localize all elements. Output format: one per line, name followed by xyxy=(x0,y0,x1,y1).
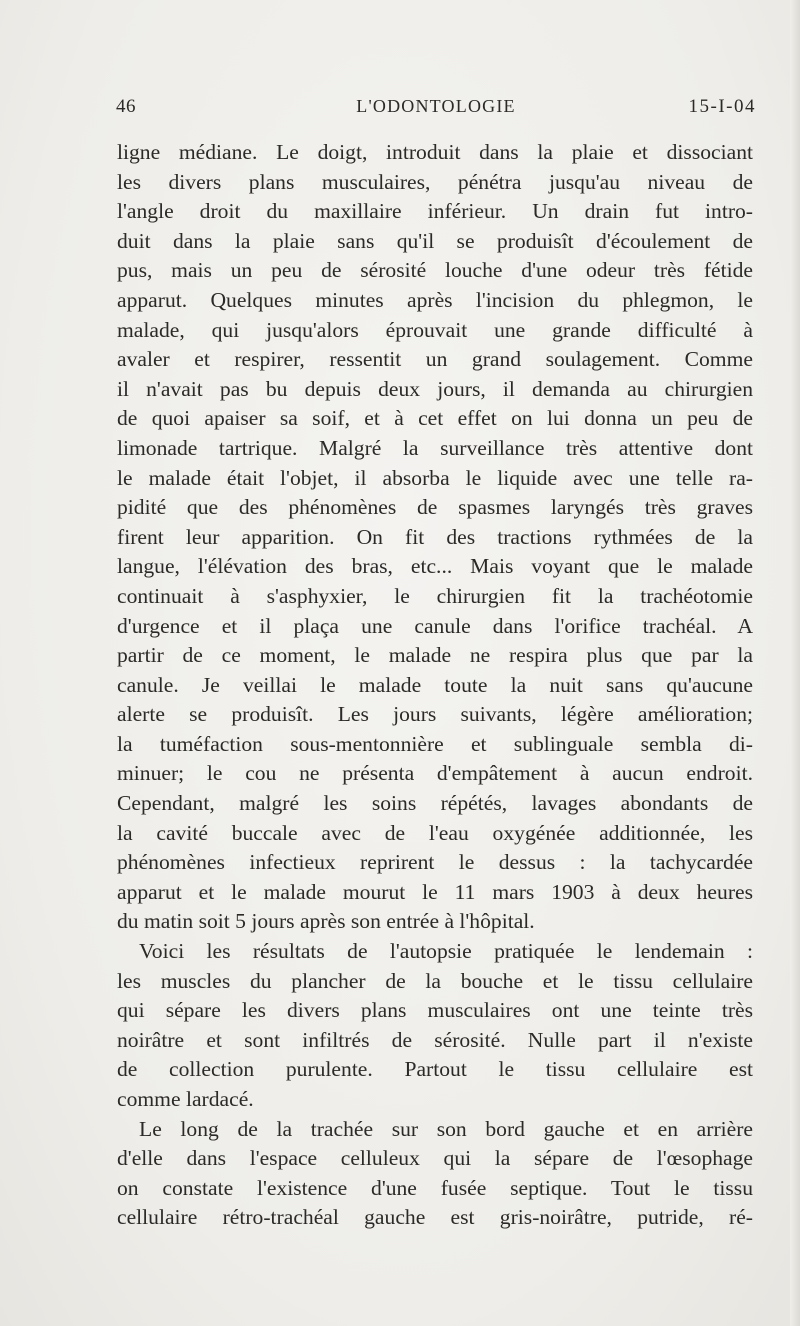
text-line: malade, qui jusqu'alors éprouvait une grande difficulté à xyxy=(117,317,753,342)
text-line: qui sépare les divers plans musculaires ont une teinte très xyxy=(117,998,753,1023)
text-line: partir de ce moment, le malade ne respira plus que par la xyxy=(117,643,753,668)
text-line: alerte se produisît. Les jours suivants, légère amélioration; xyxy=(117,702,753,727)
text-line: pus, mais un peu de sérosité louche d'une odeur très fétide xyxy=(117,258,753,283)
text-line: de collection purulente. Partout le tissu cellulaire est xyxy=(117,1057,753,1082)
text-line: noirâtre et sont infiltrés de sérosité. Nulle part il n'existe xyxy=(117,1027,753,1052)
text-line: cellulaire rétro-trachéal gauche est gris-noirâtre, putride, ré- xyxy=(117,1205,753,1230)
text-line: minuer; le cou ne présenta d'empâtement à aucun endroit. xyxy=(117,761,753,786)
text-line: de quoi apaiser sa soif, et à cet effet on lui donna un peu de xyxy=(117,406,753,431)
text-line: les divers plans musculaires, pénétra jusqu'au niveau de xyxy=(117,169,753,194)
text-line: d'elle dans l'espace celluleux qui la sépare de l'œsophage xyxy=(117,1146,753,1171)
text-line: ligne médiane. Le doigt, introduit dans la plaie et dissociant xyxy=(117,140,753,164)
text-line: Voici les résultats de l'autopsie pratiquée le lendemain : xyxy=(139,939,753,964)
text-line: on constate l'existence d'une fusée septique. Tout le tissu xyxy=(117,1175,753,1200)
page-number: 46 xyxy=(116,96,136,117)
text-line: avaler et respirer, ressentit un grand soulagement. Comme xyxy=(117,347,753,372)
text-line: Cependant, malgré les soins répétés, lavages abondants de xyxy=(117,791,753,816)
text-line: duit dans la plaie sans qu'il se produisît d'écoulement de xyxy=(117,228,753,253)
text-line: du matin soit 5 jours après son entrée à l'hôpital. xyxy=(117,909,535,934)
text-line: les muscles du plancher de la bouche et le tissu cellulaire xyxy=(117,968,753,993)
text-line: d'urgence et il plaça une canule dans l'orifice trachéal. A xyxy=(117,613,753,638)
text-line: canule. Je veillai le malade toute la nuit sans qu'aucune xyxy=(117,672,753,697)
text-line: comme lardacé. xyxy=(117,1087,254,1111)
text-line: il n'avait pas bu depuis deux jours, il demanda au chirurgien xyxy=(117,376,753,401)
text-line: pidité que des phénomènes de spasmes laryngés très graves xyxy=(117,495,753,520)
text-line: apparut. Quelques minutes après l'incision du phlegmon, le xyxy=(117,287,753,312)
text-line: Le long de la trachée sur son bord gauche et en arrière xyxy=(139,1116,753,1141)
text-line: phénomènes infectieux reprirent le dessus : la tachycardée xyxy=(117,850,753,875)
text-line: langue, l'élévation des bras, etc... Mais voyant que le malade xyxy=(117,554,753,579)
journal-title: L'ODONTOLOGIE xyxy=(356,96,516,116)
text-line: le malade était l'objet, il absorba le liquide avec une telle ra- xyxy=(117,465,753,490)
issue-date: 15-I-04 xyxy=(688,96,756,117)
running-header xyxy=(116,96,756,126)
text-line: la tuméfaction sous-mentonnière et sublinguale sembla di- xyxy=(117,731,753,756)
text-line: l'angle droit du maxillaire inférieur. Un drain fut intro- xyxy=(117,199,753,224)
text-line: continuait à s'asphyxier, le chirurgien fit la trachéotomie xyxy=(117,583,753,608)
text-line: apparut et le malade mourut le 11 mars 1903 à deux heures xyxy=(117,879,753,904)
body-text xyxy=(117,138,753,1233)
text-line: la cavité buccale avec de l'eau oxygénée additionnée, les xyxy=(117,820,753,845)
text-line: firent leur apparition. On fit des tractions rythmées de la xyxy=(117,524,753,549)
text-line: limonade tartrique. Malgré la surveillance très attentive dont xyxy=(117,435,753,460)
page-edge xyxy=(790,0,800,1326)
